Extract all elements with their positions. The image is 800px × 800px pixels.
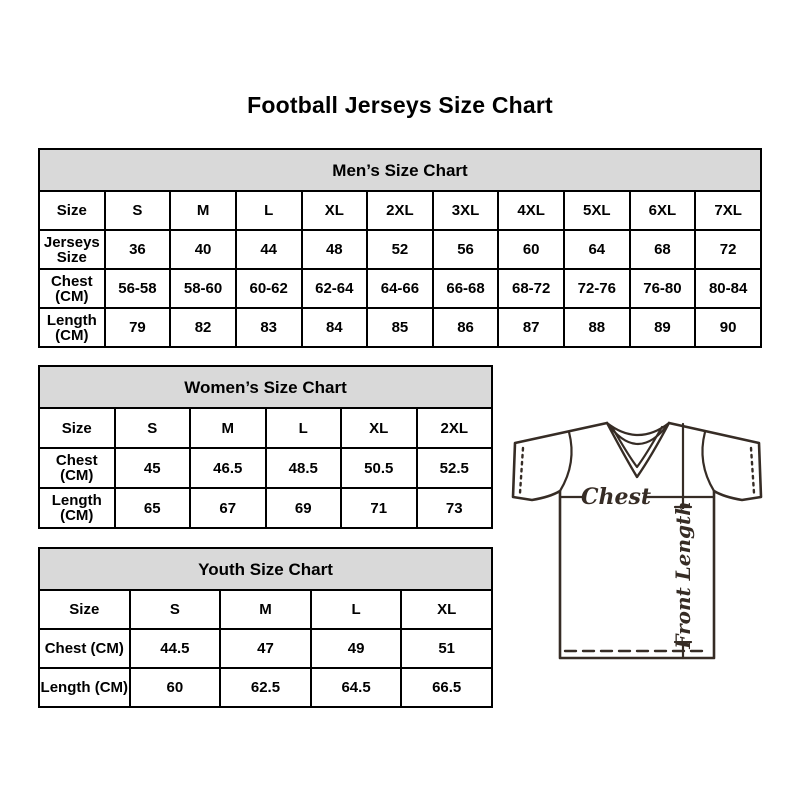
data-cell: 65 [115, 488, 191, 528]
data-cell: S [130, 590, 221, 629]
data-cell: 90 [695, 308, 761, 347]
data-cell: 48 [302, 230, 368, 269]
data-cell: 83 [236, 308, 302, 347]
table-row [39, 230, 761, 269]
data-cell: 3XL [433, 191, 499, 230]
data-cell: 87 [498, 308, 564, 347]
data-cell: 44 [236, 230, 302, 269]
table-row [39, 668, 492, 707]
data-cell: 5XL [564, 191, 630, 230]
data-cell: 79 [105, 308, 171, 347]
page-title: Football Jerseys Size Chart [247, 92, 553, 118]
data-cell: 68-72 [498, 269, 564, 308]
jersey-measurement-diagram [505, 405, 777, 667]
front-length-label: Front Length [671, 501, 695, 649]
data-cell: XL [341, 408, 417, 448]
jersey-outline [513, 423, 761, 658]
row-header-cell: Length (CM) [39, 488, 115, 528]
data-cell: 80-84 [695, 269, 761, 308]
table-title-row [39, 366, 492, 408]
data-cell: 48.5 [266, 448, 342, 488]
data-cell: 51 [401, 629, 492, 668]
data-cell: 72-76 [564, 269, 630, 308]
data-cell: 52.5 [417, 448, 493, 488]
jersey-diagram-svg [505, 405, 777, 667]
table-row [39, 408, 492, 448]
data-cell: 52 [367, 230, 433, 269]
data-cell: 45 [115, 448, 191, 488]
table-title: Women’s Size Chart [39, 366, 492, 408]
row-header-cell: Jerseys Size [39, 230, 105, 269]
data-cell: L [266, 408, 342, 448]
table-title: Youth Size Chart [39, 548, 492, 590]
table-row [39, 308, 761, 347]
row-header-cell: Length (CM) [39, 668, 130, 707]
table-title-row [39, 548, 492, 590]
table-row [39, 590, 492, 629]
data-cell: 47 [220, 629, 311, 668]
data-cell: 49 [311, 629, 402, 668]
data-cell: 62-64 [302, 269, 368, 308]
data-cell: 64.5 [311, 668, 402, 707]
table-row [39, 191, 761, 230]
row-header-cell: Chest (CM) [39, 269, 105, 308]
data-cell: 84 [302, 308, 368, 347]
data-cell: 2XL [367, 191, 433, 230]
data-cell: 85 [367, 308, 433, 347]
row-header-cell: Size [39, 191, 105, 230]
row-header-cell: Length (CM) [39, 308, 105, 347]
data-cell: 60 [130, 668, 221, 707]
data-cell: 76-80 [630, 269, 696, 308]
data-cell: L [311, 590, 402, 629]
row-header-cell: Chest (CM) [39, 629, 130, 668]
data-cell: 44.5 [130, 629, 221, 668]
table-row [39, 488, 492, 528]
data-cell: 71 [341, 488, 417, 528]
data-cell: 60-62 [236, 269, 302, 308]
data-cell: L [236, 191, 302, 230]
data-cell: 58-60 [170, 269, 236, 308]
data-cell: 6XL [630, 191, 696, 230]
womens-size-table [38, 365, 493, 529]
table-row [39, 448, 492, 488]
data-cell: S [105, 191, 171, 230]
data-cell: 89 [630, 308, 696, 347]
table-row [39, 269, 761, 308]
data-cell: 86 [433, 308, 499, 347]
data-cell: 56 [433, 230, 499, 269]
mens-size-table [38, 148, 762, 348]
data-cell: 69 [266, 488, 342, 528]
data-cell: 68 [630, 230, 696, 269]
data-cell: 64-66 [367, 269, 433, 308]
table-title: Men’s Size Chart [39, 149, 761, 191]
data-cell: 46.5 [190, 448, 266, 488]
data-cell: 40 [170, 230, 236, 269]
row-header-cell: Size [39, 408, 115, 448]
data-cell: 7XL [695, 191, 761, 230]
data-cell: 88 [564, 308, 630, 347]
data-cell: 67 [190, 488, 266, 528]
data-cell: 82 [170, 308, 236, 347]
data-cell: 2XL [417, 408, 493, 448]
data-cell: 50.5 [341, 448, 417, 488]
row-header-cell: Size [39, 590, 130, 629]
data-cell: XL [302, 191, 368, 230]
chest-label: Chest [580, 484, 652, 510]
data-cell: M [220, 590, 311, 629]
data-cell: XL [401, 590, 492, 629]
data-cell: 66-68 [433, 269, 499, 308]
data-cell: 60 [498, 230, 564, 269]
table-title-row [39, 149, 761, 191]
data-cell: 73 [417, 488, 493, 528]
data-cell: 4XL [498, 191, 564, 230]
row-header-cell: Chest (CM) [39, 448, 115, 488]
data-cell: 72 [695, 230, 761, 269]
data-cell: 64 [564, 230, 630, 269]
data-cell: 62.5 [220, 668, 311, 707]
youth-size-table [38, 547, 493, 708]
table-row [39, 629, 492, 668]
data-cell: S [115, 408, 191, 448]
data-cell: 36 [105, 230, 171, 269]
data-cell: M [190, 408, 266, 448]
data-cell: 56-58 [105, 269, 171, 308]
data-cell: 66.5 [401, 668, 492, 707]
data-cell: M [170, 191, 236, 230]
